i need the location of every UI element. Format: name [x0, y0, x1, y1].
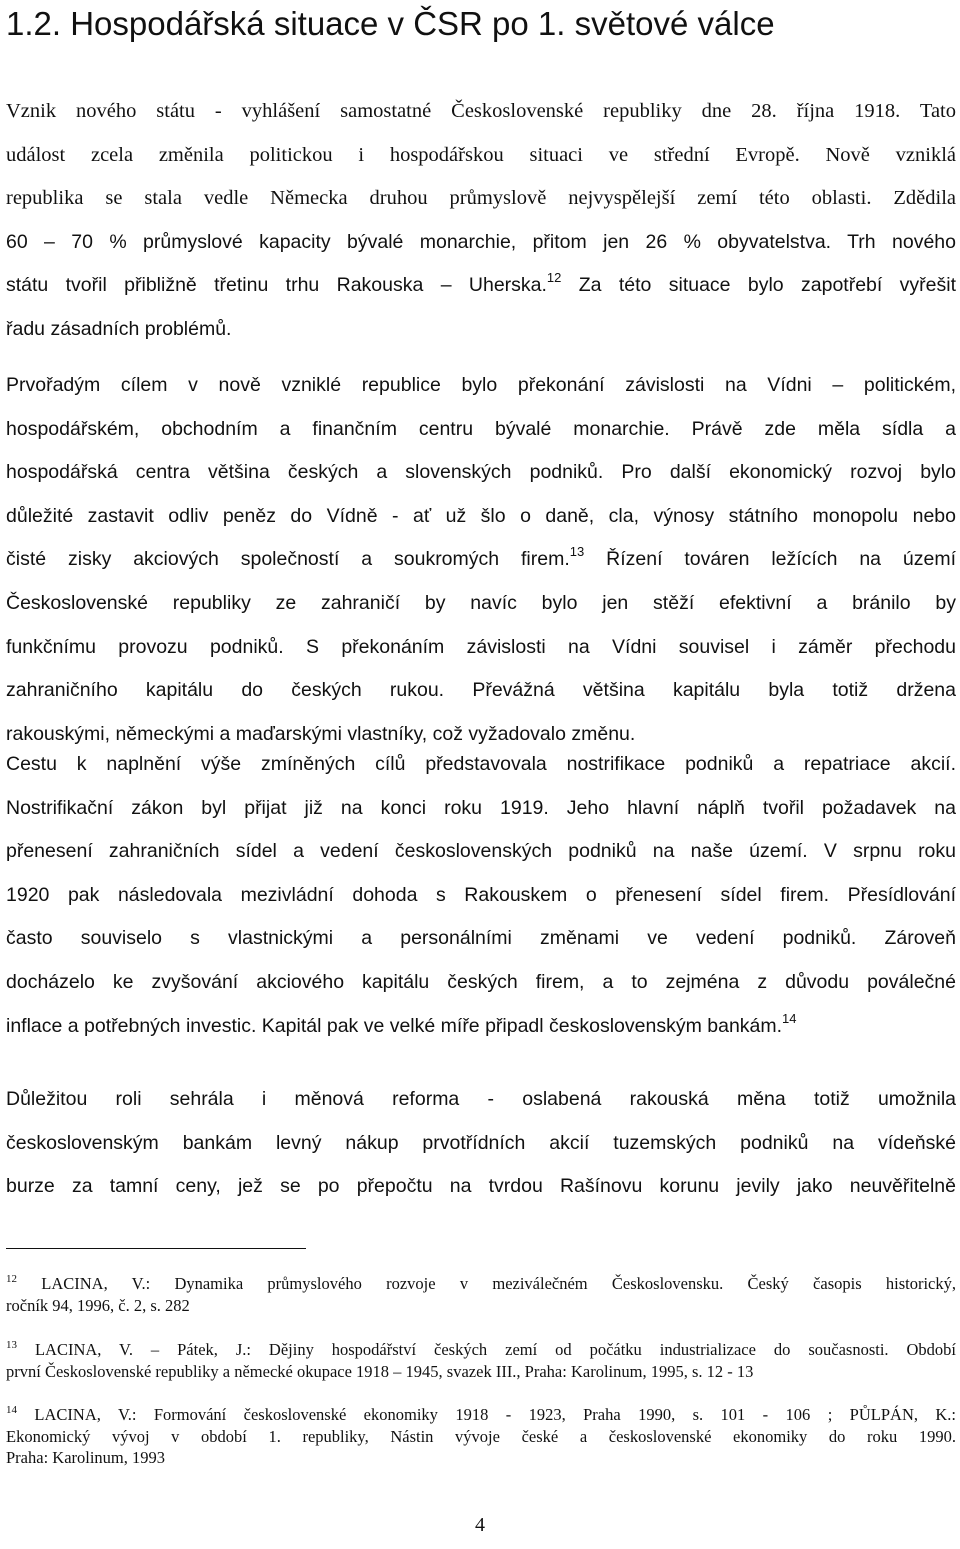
paragraph-line: Československé republiky ze zahraničí by navíc bylo jen stěží efektivní a bránilo by — [6, 591, 956, 614]
page-number: 4 — [475, 1514, 485, 1536]
line-text: LACINA, V. – Pátek, J.: Dějiny hospodářství českých zemí od počátku industrializace do současnosti. Období — [34, 1340, 956, 1359]
footnote-line — [6, 1404, 956, 1426]
paragraph-2 — [6, 364, 956, 756]
paragraph-line — [6, 1005, 956, 1049]
line-text: LACINA, V.: Formování československé ekonomiky 1918 - 1923, Praha 1990, s. 101 - 106 ; PŮLPÁN, K.: — [34, 1405, 957, 1424]
footnote-line: Praha: Karolinum, 1993 — [6, 1448, 166, 1467]
footnote-line: ročník 94, 1996, č. 2, s. 282 — [6, 1295, 190, 1315]
footnote-number: 14 — [6, 1404, 17, 1416]
paragraph-line: zahraničního kapitálu do českých rukou. Převážná většina kapitálu byla totiž držena — [6, 679, 956, 702]
paragraph-line: rakouskými, německými a maďarskými vlastníky, což vyžadovalo změnu. — [6, 722, 636, 745]
paragraph-line: Nostrifikační zákon byl přijat již na konci roku 1919. Jeho hlavní náplň tvořil požadavek na — [6, 796, 956, 819]
line-text: čisté zisky akciových společností a soukromých firem. — [6, 548, 570, 571]
footnote-ref-14[interactable]: 14 — [782, 1010, 797, 1026]
footnote-separator — [6, 1248, 306, 1249]
paragraph-line — [6, 538, 956, 582]
footnote-number: 12 — [6, 1273, 17, 1285]
line-text: LACINA, V.: Dynamika průmyslového rozvoje v meziválečném Československu. Český časopis historický, — [41, 1274, 957, 1293]
paragraph-line: československým bankám levný nákup prvotřídních akcií tuzemských podniků na vídeňské — [6, 1131, 956, 1154]
paragraph-line: Prvořadým cílem v nově vzniklé republice bylo překonání závislosti na Vídni – politickém, — [6, 374, 956, 396]
footnote-ref-12[interactable]: 12 — [546, 270, 562, 286]
paragraph-line: přenesení zahraničních sídel a vedení československých podniků na naše území. V srpnu roku — [6, 840, 956, 863]
footnote-14 — [6, 1404, 956, 1469]
paragraph-line: důležité zastavit odliv peněz do Vídně - ať už šlo o daně, cla, výnosy státního monopolu nebo — [6, 504, 956, 527]
paragraph-4 — [6, 1078, 956, 1209]
footnote-line: první Československé republiky a německé okupace 1918 – 1945, svazek III., Praha: Karolinum, 1995, s. 12 - 13 — [6, 1361, 754, 1381]
paragraph-line: často souviselo s vlastnickými a personálními změnami ve vedení podniků. Zároveň — [6, 927, 956, 950]
paragraph-line: řadu zásadních problémů. — [6, 317, 232, 340]
footnote-line — [6, 1273, 956, 1295]
footnote-ref-13[interactable]: 13 — [569, 544, 585, 560]
footnote-13 — [6, 1339, 956, 1382]
paragraph-line: 1920 pak následovala mezivládní dohoda s Rakouskem o přenesení sídel firem. Přesídlování — [6, 883, 956, 906]
line-text: inflace a potřebných investic. Kapitál pak ve velké míře připadl československým bankám. — [6, 1014, 783, 1037]
line-text: státu tvořil přibližně třetinu trhu Rakouska – Uherska. — [6, 274, 547, 297]
footnote-line — [6, 1339, 956, 1361]
line-text: Za této situace bylo zapotřebí vyřešit — [578, 274, 956, 297]
paragraph-line: republika se stala vedle Německa druhou průmyslově nejvyspělejší zemí této oblasti. Zdědila — [6, 187, 956, 210]
footnote-line: Ekonomický vývoj v období 1. republiky, Nástin vývoje české a československé ekonomiky do roku 1990. — [6, 1426, 956, 1446]
paragraph-line: hospodářském, obchodním a finančním centru bývalé monarchie. Právě zde měla sídla a — [6, 417, 956, 440]
paragraph-line: Důležitou roli sehrála i měnová reforma - oslabená rakouská měna totiž umožnila — [6, 1088, 956, 1110]
line-text: Řízení továren ležících na území — [606, 548, 957, 571]
paragraph-line: událost zcela změnila politickou i hospodářskou situaci ve střední Evropě. Nově vzniklá — [6, 143, 956, 166]
paragraph-line: burze za tamní ceny, jež se po přepočtu na tvrdou Rašínovu korunu jevily jako neuvěřitelně — [6, 1175, 956, 1198]
footnote-12 — [6, 1273, 956, 1316]
paragraph-line — [6, 264, 956, 308]
paragraph-3 — [6, 743, 956, 1048]
paragraph-line: hospodářská centra většina českých a slovenských podniků. Pro další ekonomický rozvoj bylo — [6, 461, 956, 484]
paragraph-line: docházelo ke zvyšování akciového kapitálu českých firem, a to zejména z důvodu poválečné — [6, 970, 956, 993]
paragraph-1 — [6, 90, 956, 352]
paragraph-line: 60 – 70 % průmyslové kapacity bývalé monarchie, přitom jen 26 % obyvatelstva. Trh nového — [6, 230, 956, 253]
paragraph-line: funkčnímu provozu podniků. S překonáním závislosti na Vídni souvisel i záměr přechodu — [6, 635, 956, 658]
section-heading: 1.2. Hospodářská situace v ČSR po 1. světové válce — [6, 5, 775, 42]
paragraph-line: Vznik nového státu - vyhlášení samostatné Československé republiky dne 28. října 1918. Tato — [6, 100, 956, 122]
footnote-number: 13 — [6, 1339, 17, 1351]
paragraph-line: Cestu k naplnění výše zmíněných cílů představovala nostrifikace podniků a repatriace akcií. — [6, 753, 956, 775]
